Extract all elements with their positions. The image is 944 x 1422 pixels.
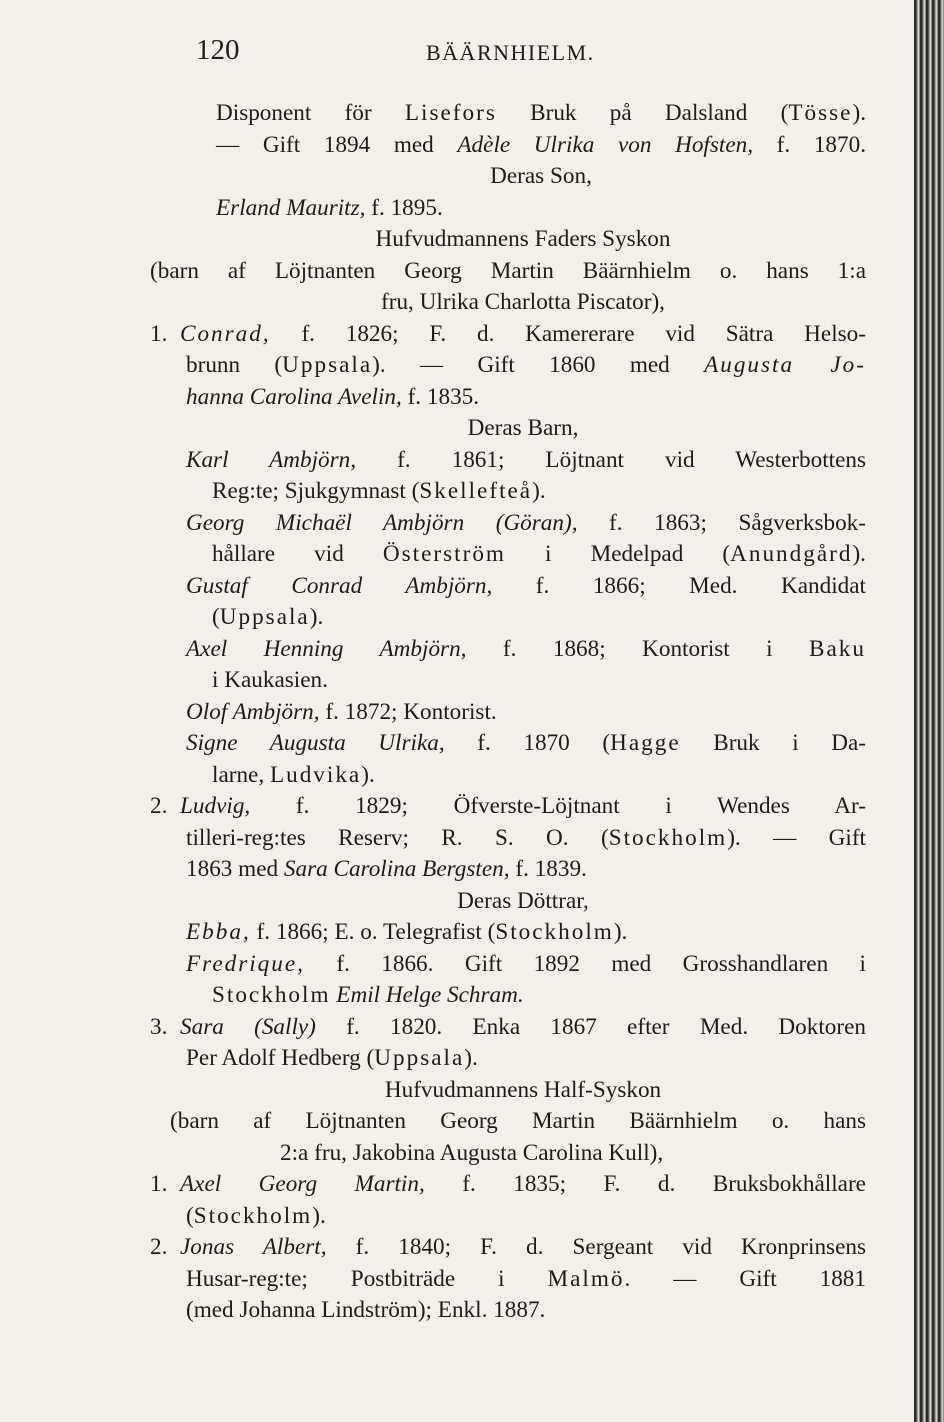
page-header (196, 34, 876, 70)
text-line: 1863 med Sara Carolina Bergsten, f. 1839. (186, 856, 587, 882)
text-line: Disponent för Lisefors Bruk på Dalsland (Tösse). (216, 100, 866, 126)
text-line: Reg:te; Sjukgymnast (Skellefteå). (212, 478, 546, 504)
text-line: (Stockholm). (186, 1202, 326, 1229)
text-line: Georg Michaël Ambjörn (Göran), f. 1863; Sågverksbok- (186, 509, 866, 536)
text-line: Fredrique, f. 1866. Gift 1892 med Grosshandlaren i (186, 950, 866, 977)
text-line: Signe Augusta Ulrika, f. 1870 (Hagge Bruk i Da- (186, 730, 867, 756)
text-line: fru, Ulrika Charlotta Piscator), (381, 289, 665, 315)
entry-line: 2. Ludvig, f. 1829; Öfverste-Löjtnant i Wendes Ar- (150, 793, 866, 819)
text-line: brunn (Uppsala). — Gift 1860 med Augusta Jo- (186, 352, 866, 378)
text-line: Axel Henning Ambjörn, f. 1868; Kontorist i Baku (186, 635, 866, 662)
entry-line: 1. Conrad, f. 1826; F. d. Kamererare vid Sätra Helso- (150, 320, 866, 347)
text-line: Gustaf Conrad Ambjörn, f. 1866; Med. Kandidat (186, 572, 866, 599)
text-line: i Kaukasien. (212, 667, 328, 693)
text-line: Per Adolf Hedberg (Uppsala). (186, 1045, 478, 1071)
text-line: Husar-reg:te; Postbiträde i Malmö. — Gift 1881 (186, 1265, 866, 1292)
page-edge-shadow (914, 0, 944, 1422)
section-heading: Hufvudmannens Faders Syskon (375, 226, 671, 252)
text-block (150, 98, 866, 1327)
text-line: hanna Carolina Avelin, f. 1835. (186, 383, 480, 410)
section-heading: Deras Son, (490, 163, 592, 189)
text-line: larne, Ludvika). (212, 761, 375, 788)
entry-line: 2. Jonas Albert, f. 1840; F. d. Sergeant vid Kronprinsens (150, 1234, 866, 1260)
text-line: Olof Ambjörn, f. 1872; Kontorist. (186, 698, 497, 725)
section-heading: Deras Döttrar, (457, 887, 589, 914)
text-line: (barn af Löjtnanten Georg Martin Bäärnhielm o. hans (170, 1108, 866, 1134)
entry-line: 1. Axel Georg Martin, f. 1835; F. d. Bruksbokhållare (150, 1171, 866, 1197)
text-line: Erland Mauritz, f. 1895. (216, 194, 443, 221)
page-number: 120 (196, 34, 240, 66)
text-line: tilleri-reg:tes Reserv; R. S. O. (Stockholm). — Gift (186, 824, 866, 851)
running-head: BÄÄRNHIELM. (426, 40, 595, 65)
text-line: (Uppsala). (212, 604, 324, 630)
entry-line: 3. Sara (Sally) f. 1820. Enka 1867 efter Med. Doktoren (150, 1013, 866, 1040)
section-heading: Deras Barn, (467, 415, 579, 441)
section-heading: Hufvudmannens Half-Syskon (384, 1076, 662, 1103)
text-line: Ebba, f. 1866; E. o. Telegrafist (Stockholm). (186, 919, 628, 945)
text-line: 2:a fru, Jakobina Augusta Carolina Kull), (280, 1139, 664, 1166)
text-line: hållare vid Österström i Medelpad (Anundgård). (212, 541, 866, 567)
text-line: — Gift 1894 med Adèle Ulrika von Hofsten, f. 1870. (216, 131, 866, 158)
text-line: (barn af Löjtnanten Georg Martin Bäärnhielm o. hans 1:a (150, 257, 866, 284)
text-line: Karl Ambjörn, f. 1861; Löjtnant vid Westerbottens (186, 446, 867, 473)
text-line: (med Johanna Lindström); Enkl. 1887. (186, 1297, 546, 1323)
text-line: Stockholm Emil Helge Schram. (212, 982, 524, 1008)
